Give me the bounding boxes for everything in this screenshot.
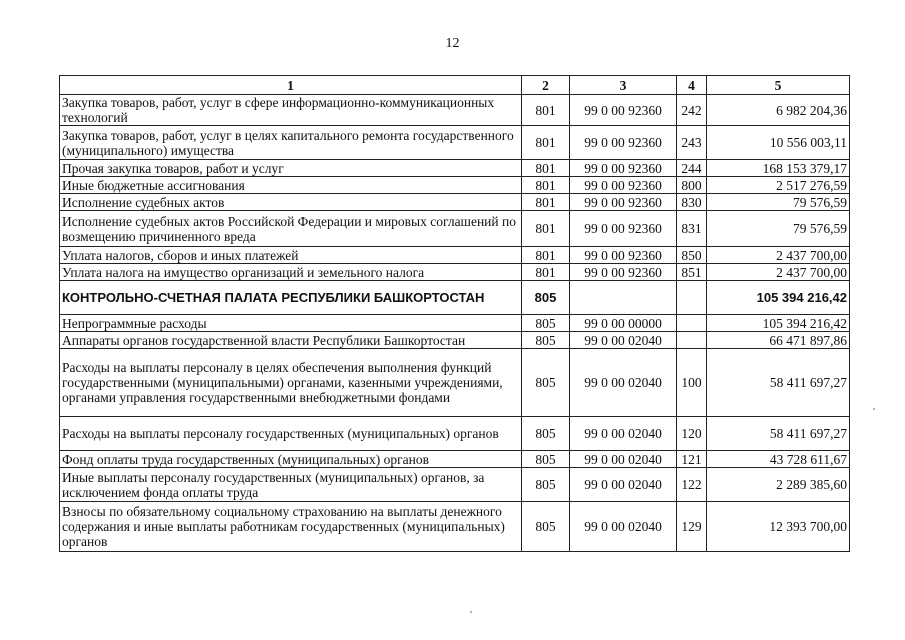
- table-body: [60, 95, 850, 552]
- row-article: 99 0 00 02040: [570, 417, 677, 451]
- row-article: 99 0 00 92360: [570, 211, 677, 247]
- row-code: 801: [522, 160, 570, 177]
- row-article: 99 0 00 92360: [570, 177, 677, 194]
- row-name: Аппараты органов государственной власти Республики Башкортостан: [60, 332, 522, 349]
- row-amount: 66 471 897,86: [707, 332, 850, 349]
- row-article: 99 0 00 92360: [570, 160, 677, 177]
- row-name: КОНТРОЛЬНО-СЧЕТНАЯ ПАЛАТА РЕСПУБЛИКИ БАШКОРТОСТАН: [60, 281, 522, 315]
- table-row: [60, 177, 850, 194]
- scan-speck: [873, 408, 875, 410]
- row-amount: 58 411 697,27: [707, 417, 850, 451]
- row-amount: 79 576,59: [707, 194, 850, 211]
- table-row: [60, 247, 850, 264]
- row-code: 801: [522, 126, 570, 160]
- row-code: 805: [522, 451, 570, 468]
- header-col-3: 3: [570, 76, 677, 95]
- table-row: [60, 417, 850, 451]
- table-row: [60, 451, 850, 468]
- table-row: [60, 160, 850, 177]
- row-name: Уплата налога на имущество организаций и земельного налога: [60, 264, 522, 281]
- row-amount: 6 982 204,36: [707, 95, 850, 126]
- row-article: 99 0 00 02040: [570, 332, 677, 349]
- row-name: Иные выплаты персоналу государственных (муниципальных) органов, за исключением фонда оплаты труда: [60, 468, 522, 502]
- row-article: 99 0 00 92360: [570, 194, 677, 211]
- row-code: 801: [522, 264, 570, 281]
- row-expense-type: 100: [677, 349, 707, 417]
- header-col-1: 1: [60, 76, 522, 95]
- row-expense-type: 800: [677, 177, 707, 194]
- row-name: Непрограммные расходы: [60, 315, 522, 332]
- row-code: 805: [522, 332, 570, 349]
- row-amount: 2 517 276,59: [707, 177, 850, 194]
- row-code: 801: [522, 177, 570, 194]
- table-row: [60, 502, 850, 552]
- row-amount: 105 394 216,42: [707, 315, 850, 332]
- row-name: Иные бюджетные ассигнования: [60, 177, 522, 194]
- row-name: Закупка товаров, работ, услуг в сфере информационно-коммуникационных технологий: [60, 95, 522, 126]
- row-code: 805: [522, 349, 570, 417]
- row-code: 805: [522, 468, 570, 502]
- row-amount: 43 728 611,67: [707, 451, 850, 468]
- header-col-4: 4: [677, 76, 707, 95]
- table-row: [60, 349, 850, 417]
- row-name: Взносы по обязательному социальному страхованию на выплаты денежного содержания и иные выплаты работникам государственных (муниципальных) органов: [60, 502, 522, 552]
- header-col-2: 2: [522, 76, 570, 95]
- header-col-5: 5: [707, 76, 850, 95]
- row-expense-type: 242: [677, 95, 707, 126]
- row-expense-type: 850: [677, 247, 707, 264]
- row-article: [570, 281, 677, 315]
- table-row: [60, 468, 850, 502]
- row-expense-type: 851: [677, 264, 707, 281]
- row-article: 99 0 00 02040: [570, 468, 677, 502]
- row-article: 99 0 00 02040: [570, 349, 677, 417]
- row-article: 99 0 00 92360: [570, 95, 677, 126]
- header-row: [60, 76, 850, 95]
- row-name: Фонд оплаты труда государственных (муниципальных) органов: [60, 451, 522, 468]
- row-amount: 2 289 385,60: [707, 468, 850, 502]
- row-amount: 12 393 700,00: [707, 502, 850, 552]
- row-amount: 105 394 216,42: [707, 281, 850, 315]
- row-expense-type: 121: [677, 451, 707, 468]
- row-article: 99 0 00 02040: [570, 502, 677, 552]
- table-row: [60, 211, 850, 247]
- row-name: Прочая закупка товаров, работ и услуг: [60, 160, 522, 177]
- row-code: 805: [522, 417, 570, 451]
- row-amount: 10 556 003,11: [707, 126, 850, 160]
- row-code: 805: [522, 281, 570, 315]
- row-article: 99 0 00 00000: [570, 315, 677, 332]
- row-amount: 58 411 697,27: [707, 349, 850, 417]
- row-expense-type: [677, 332, 707, 349]
- row-expense-type: 120: [677, 417, 707, 451]
- row-expense-type: 129: [677, 502, 707, 552]
- row-code: 801: [522, 211, 570, 247]
- budget-table: [59, 75, 850, 552]
- row-expense-type: 830: [677, 194, 707, 211]
- table-row: [60, 315, 850, 332]
- row-code: 801: [522, 194, 570, 211]
- row-article: 99 0 00 92360: [570, 126, 677, 160]
- table-row: [60, 126, 850, 160]
- table-row: [60, 281, 850, 315]
- row-name: Расходы на выплаты персоналу государственных (муниципальных) органов: [60, 417, 522, 451]
- row-code: 801: [522, 95, 570, 126]
- row-expense-type: 831: [677, 211, 707, 247]
- row-amount: 79 576,59: [707, 211, 850, 247]
- row-name: Уплата налогов, сборов и иных платежей: [60, 247, 522, 264]
- row-name: Исполнение судебных актов Российской Федерации и мировых соглашений по возмещению причиненного вреда: [60, 211, 522, 247]
- row-article: 99 0 00 92360: [570, 247, 677, 264]
- table-row: [60, 194, 850, 211]
- table-row: [60, 95, 850, 126]
- row-code: 805: [522, 315, 570, 332]
- row-expense-type: 243: [677, 126, 707, 160]
- row-code: 805: [522, 502, 570, 552]
- row-name: Закупка товаров, работ, услуг в целях капитального ремонта государственного (муниципального) имущества: [60, 126, 522, 160]
- row-expense-type: [677, 281, 707, 315]
- row-expense-type: 244: [677, 160, 707, 177]
- row-article: 99 0 00 02040: [570, 451, 677, 468]
- row-amount: 168 153 379,17: [707, 160, 850, 177]
- row-code: 801: [522, 247, 570, 264]
- row-name: Исполнение судебных актов: [60, 194, 522, 211]
- row-amount: 2 437 700,00: [707, 247, 850, 264]
- table-row: [60, 332, 850, 349]
- scan-speck: [470, 611, 472, 613]
- table-row: [60, 264, 850, 281]
- row-amount: 2 437 700,00: [707, 264, 850, 281]
- row-expense-type: [677, 315, 707, 332]
- row-name: Расходы на выплаты персоналу в целях обеспечения выполнения функций государственными (муниципальными) органами, казенными учреждениями, органами управления государственными внебюджетными фондами: [60, 349, 522, 417]
- row-expense-type: 122: [677, 468, 707, 502]
- row-article: 99 0 00 92360: [570, 264, 677, 281]
- page-number: 12: [445, 36, 460, 51]
